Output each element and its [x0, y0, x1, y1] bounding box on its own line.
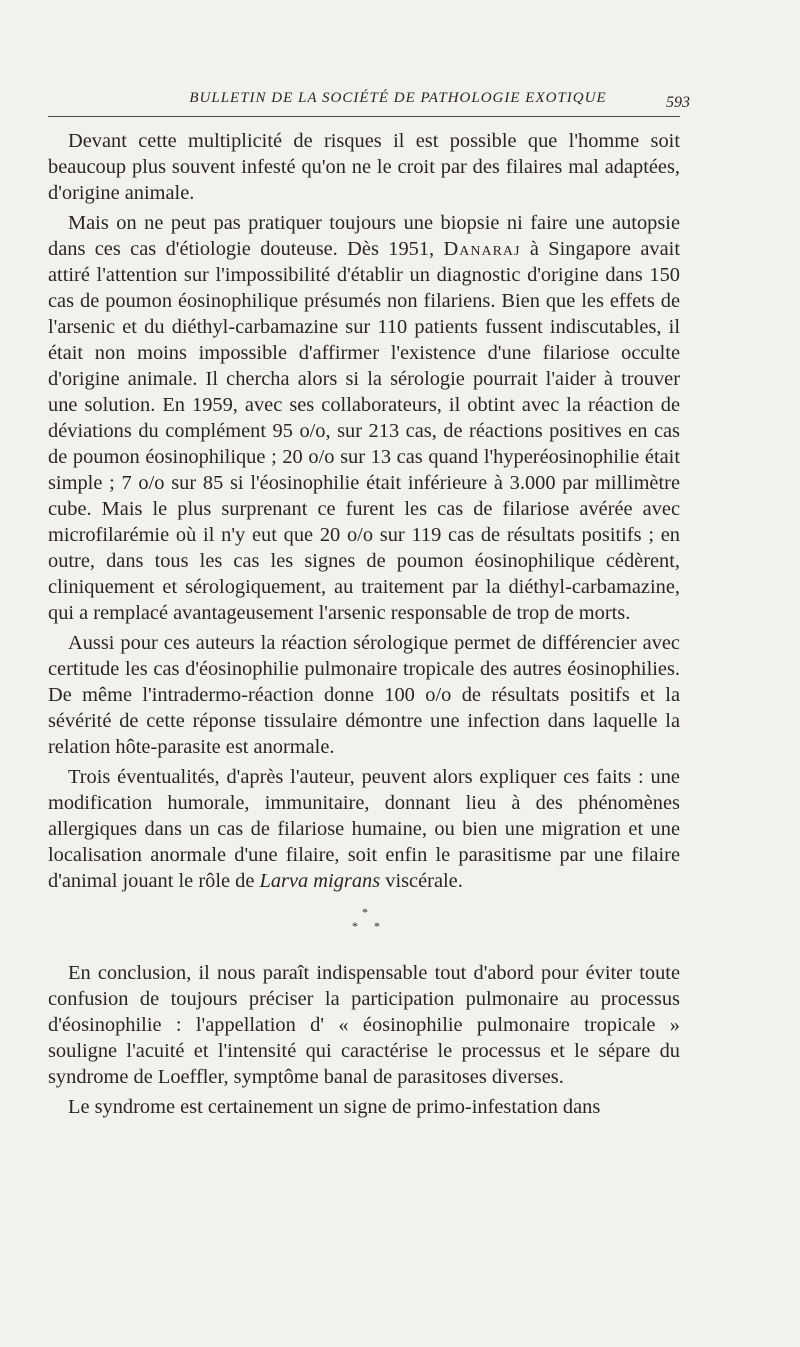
asterisk: * — [374, 919, 380, 933]
asterisk: * — [362, 905, 368, 919]
paragraph-2-text-b: à Singapore avait attiré l'attention sur l'impossibilité d'établir un diagnostic d'origine dans 150 cas de poumon éosinophilique présumés non filariens. Bien que les effets de l'arsenic et du diéthyl-carbamazine sur 110 patients fussent indiscutables, il était non moins impossible d'affirmer l'existence d'une filariose occulte d'origine animale. Il chercha alors si la sérologie pourrait l'aider à trouver une solution. En 1959, avec ses collaborateurs, il obtint avec la réaction de déviations du complément 95 o/o, sur 213 cas, de réactions positives en cas de poumon éosinophilique ; 20 o/o sur 13 cas quand l'hyperéosinophilie était simple ; 7 o/o sur 85 si l'éosinophilie était inférieure à 3.000 par millimètre cube. Mais le plus surprenant ce furent les cas de filariose avérée avec microfilarémie où il n'y eut que 20 o/o sur 119 cas de résultats positifs ; en outre, dans tous les cas les signes de poumon éosinophilique cédèrent, cliniquement et sérologiquement, au traitement par la diéthyl-carbamazine, qui a remplacé avantageusement l'arsenic responsable de trop de morts. — [48, 238, 680, 624]
paragraph-6: Le syndrome est certainement un signe de primo-infestation dans — [68, 1096, 601, 1118]
paragraph-4 — [48, 764, 680, 894]
paragraph-3: Aussi pour ces auteurs la réaction sérologique permet de différencier avec certitude les cas d'éosinophilie pulmonaire tropicale des autres éosinophilies. De même l'intradermo-réaction donne 100 o/o de résultats positifs et la sévérité de cette réponse tissulaire démontre une infection dans laquelle la relation hôte-parasite est anormale. — [48, 632, 680, 758]
author-name: Danaraj — [443, 238, 521, 260]
species-name: Larva migrans — [259, 870, 381, 892]
header-rule — [48, 116, 680, 117]
paragraph-4-text-b: viscérale. — [380, 870, 463, 892]
paragraph-1: Devant cette multiplicité de risques il est possible que l'homme soit beaucoup plus souvent infesté qu'on ne le croit par des filaires mal adaptées, d'origine animale. — [48, 130, 680, 204]
page-number: 593 — [666, 94, 690, 111]
paragraph-5: En conclusion, il nous paraît indispensable tout d'abord pour éviter toute confusion de toujours préciser la participation pulmonaire au processus d'éosinophilie : l'appellation d' « éosinophilie pulmonaire tropicale » souligne l'acuité et l'intensité qui caractérise le processus et le sépare du syndrome de Loeffler, symptôme banal de parasitoses diverses. — [48, 962, 680, 1088]
paragraph-2-text-a: Mais on ne peut pas pratiquer toujours une biopsie ni faire une autopsie dans ces cas d'étiologie douteuse. Dès 1951, — [48, 212, 680, 260]
section-separator — [48, 898, 680, 950]
asterisk: * — [352, 919, 358, 933]
paragraph-4-text-a: Trois éventualités, d'après l'auteur, peuvent alors expliquer ces faits : une modification humorale, immunitaire, donnant lieu à des phénomènes allergiques dans un cas de filariose humaine, ou bien une migration et une localisation anormale d'une filaire, soit enfin le parasitisme par une filaire d'animal jouant le rôle de — [48, 766, 680, 892]
running-header: BULLETIN DE LA SOCIÉTÉ DE PATHOLOGIE EXOTIQUE — [189, 90, 607, 106]
paragraph-2 — [48, 210, 680, 626]
body-text — [48, 128, 680, 1120]
